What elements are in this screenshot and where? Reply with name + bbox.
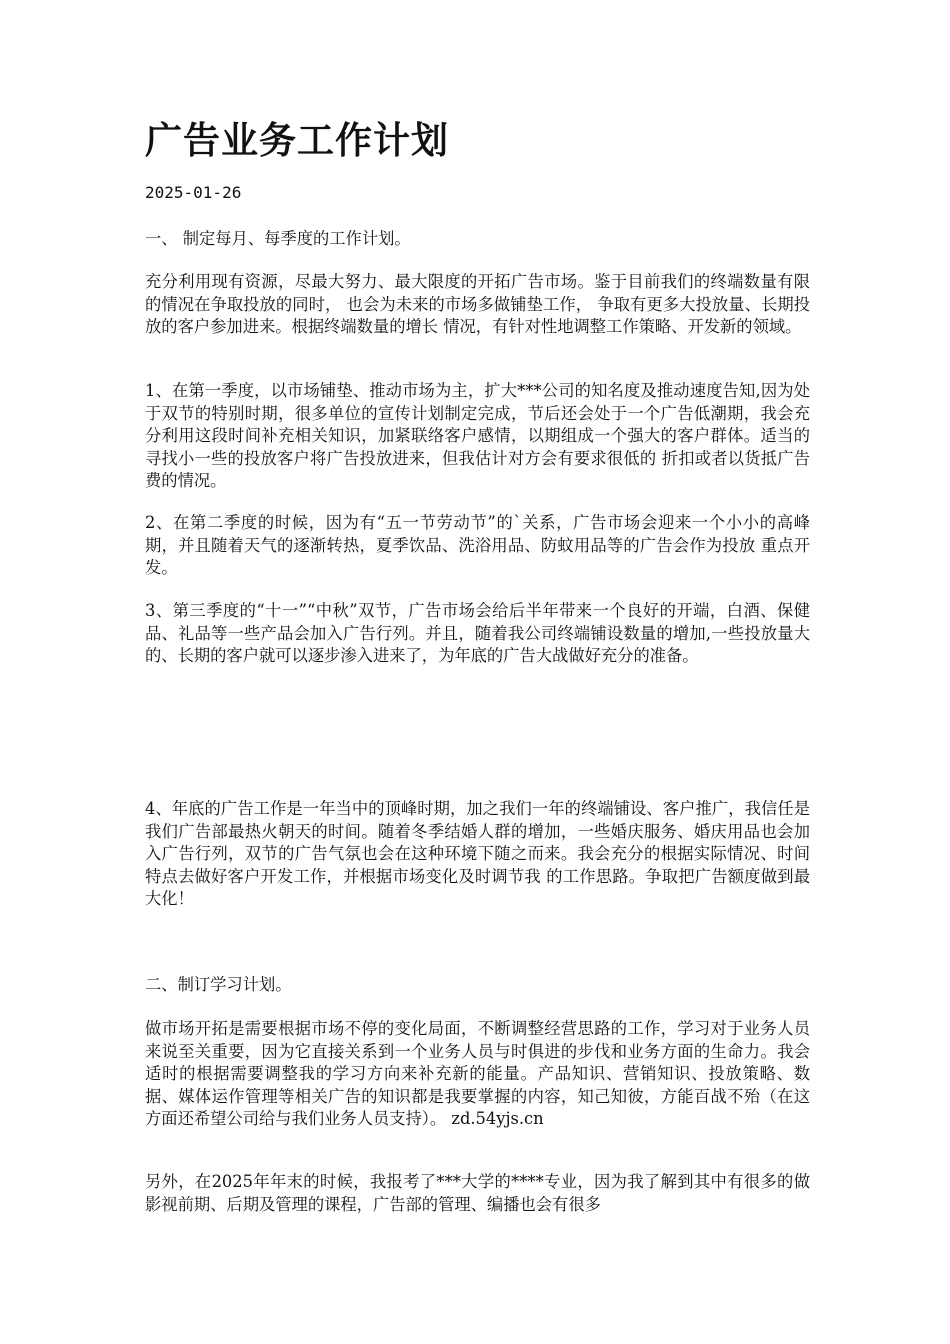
paragraph-q2: 2、在第二季度的时候，因为有“五一节劳动节”的`关系，广告市场会迎来一个小小的高峰期，并且随着天气的逐渐转热，夏季饮品、洗浴用品、防蚊用品等的广告会作为投放 重点开发。 (145, 513, 810, 578)
paragraph-study: 做市场开拓是需要根据市场不停的变化局面，不断调整经营思路的工作，学习对于业务人员来说至关重要，因为它直接关系到一个业务人员与时俱进的步伐和业务方面的生命力。我会适时的根据需要调整我的学习方向来补充新的能量。产品知识、营销知识、投放策略、数据、媒体运作管理等相关广告的知识都是我要掌握的内容，知己知彼，方能百战不殆（在这方面还希望公司给与我们业务人员支持）。 zd.54yjs.cn (145, 1019, 810, 1129)
paragraph-q1: 1、在第一季度，以市场铺垫、推动市场为主，扩大***公司的知名度及推动速度告知,因为处于双节的特别时期，很多单位的宣传计划制定完成，节后还会处于一个广告低潮期，我会充分利用这段时间补充相关知识，加紧联络客户感情，以期组成一个强大的客户群体。适当的寻找小一些的投放客户将广告投放进来，但我估计对方会有要求很低的 折扣或者以货抵广告费的情况。 (145, 381, 810, 491)
section-heading-study-plan: 二、制订学习计划。 (145, 975, 292, 994)
paragraph-additional: 另外，在2025年年末的时候，我报考了***大学的****专业，因为我了解到其中有很多的做影视前期、后期及管理的课程，广告部的管理、编播也会有很多 (145, 1172, 810, 1214)
document-date: 2025-01-26 (145, 183, 242, 202)
paragraph-intro: 充分利用现有资源，尽最大努力、最大限度的开拓广告市场。鉴于目前我们的终端数量有限的情况在争取投放的同时， 也会为未来的市场多做铺垫工作， 争取有更多大投放量、长期投放的客户参加进来。根据终端数量的增长 情况，有针对性地调整工作策略、开发新的领域。 (145, 272, 810, 337)
section-heading-work-plan: 一、 制定每月、每季度的工作计划。 (145, 229, 411, 248)
document-title: 广告业务工作计划 (145, 119, 449, 162)
paragraph-q4: 4、年底的广告工作是一年当中的顶峰时期，加之我们一年的终端铺设、客户推广，我信任是我们广告部最热火朝天的时间。随着冬季结婚人群的增加，一些婚庆服务、婚庆用品也会加入广告行列，双节的广告气氛也会在这种环境下随之而来。我会充分的根据实际情况、时间特点去做好客户开发工作，并根据市场变化及时调节我 的工作思路。争取把广告额度做到最大化！ (145, 799, 810, 909)
paragraph-q3: 3、第三季度的“十一”“中秋”双节，广告市场会给后半年带来一个良好的开端，白酒、保健品、礼品等一些产品会加入广告行列。并且，随着我公司终端铺设数量的增加,一些投放量大的、长期的客户就可以逐步渗入进来了，为年底的广告大战做好充分的准备。 (145, 601, 810, 666)
